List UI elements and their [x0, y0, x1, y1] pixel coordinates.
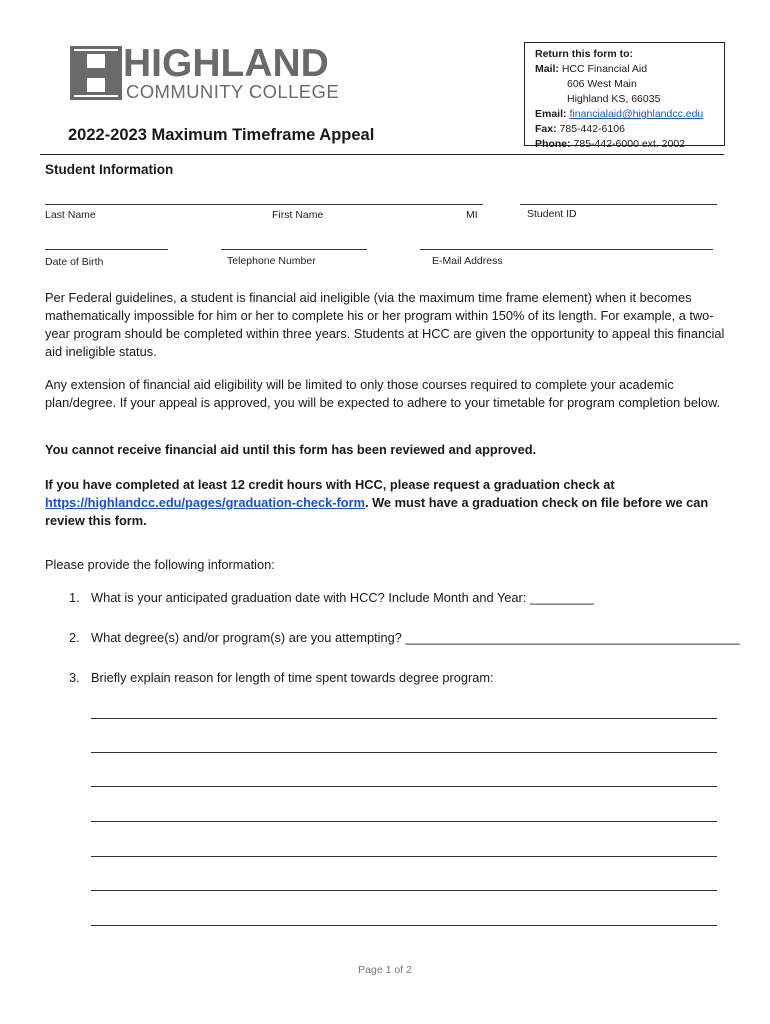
- first-name-label: First Name: [272, 209, 324, 221]
- answer-line-1[interactable]: [91, 718, 717, 719]
- graduation-check-link[interactable]: https://highlandcc.edu/pages/graduation-check-form: [45, 495, 365, 510]
- form-title: 2022-2023 Maximum Timeframe Appeal: [68, 126, 375, 144]
- telephone-field-line[interactable]: [221, 249, 367, 250]
- page-number: Page 1 of 2: [358, 964, 412, 976]
- return-address-box: [524, 42, 725, 150]
- email-label: Email:: [535, 108, 567, 120]
- title-divider: [40, 154, 724, 155]
- student-info-heading: Student Information: [45, 162, 174, 177]
- fax-label: Fax:: [535, 123, 557, 135]
- phone-value: 785-442-6000 ext. 2002: [573, 138, 686, 150]
- name-field-line[interactable]: [45, 204, 483, 205]
- graduation-check-text-1: If you have completed at least 12 credit hours with HCC, please request a graduation check at: [45, 477, 615, 492]
- mail-label: Mail:: [535, 63, 559, 75]
- approval-notice: You cannot receive financial aid until this form has been reviewed and approved.: [45, 442, 537, 457]
- answer-line-4[interactable]: [91, 821, 717, 822]
- question-3-text: Briefly explain reason for length of time spent towards degree program:: [91, 670, 494, 685]
- telephone-label: Telephone Number: [227, 255, 316, 267]
- email-address-label: E-Mail Address: [432, 255, 503, 267]
- email-field-line[interactable]: [420, 249, 713, 250]
- logo-name: HIGHLAND: [123, 42, 329, 85]
- question-3-number: 3.: [69, 670, 80, 685]
- question-2-text: What degree(s) and/or program(s) are you attempting? _______________________________________________: [91, 630, 740, 645]
- return-heading: Return this form to:: [535, 48, 633, 60]
- answer-line-6[interactable]: [91, 890, 717, 891]
- graduation-check-paragraph: [45, 476, 730, 530]
- logo-subtitle: COMMUNITY COLLEGE: [126, 81, 340, 102]
- phone-label: Phone:: [535, 138, 571, 150]
- dob-field-line[interactable]: [45, 249, 168, 250]
- federal-guidelines-paragraph: Per Federal guidelines, a student is financial aid ineligible (via the maximum time frame element) when it becomes mathematically impossible for him or her to complete his or her program within 150% of its length. For example, a two-year program should be completed within three years. Students at HCC are given the opportunity to appeal this financial aid ineligible status.: [45, 290, 725, 359]
- mi-label: MI: [466, 209, 478, 221]
- answer-line-3[interactable]: [91, 786, 717, 787]
- question-2-number: 2.: [69, 630, 80, 645]
- answer-line-7[interactable]: [91, 925, 717, 926]
- extension-paragraph: Any extension of financial aid eligibility will be limited to only those courses required to complete your academic plan/degree. If your appeal is approved, you will be expected to adhere to your timetable for program completion below.: [45, 377, 721, 410]
- instructions-text: Please provide the following information:: [45, 557, 275, 572]
- dob-label: Date of Birth: [45, 256, 104, 268]
- answer-line-2[interactable]: [91, 752, 717, 753]
- mail-line2: 606 West Main: [567, 78, 637, 90]
- email-link[interactable]: financialaid@highlandcc.edu: [569, 108, 704, 120]
- student-id-label: Student ID: [527, 208, 577, 220]
- mail-line3: Highland KS, 66035: [567, 93, 661, 105]
- fax-value: 785-442-6106: [559, 123, 625, 135]
- graduation-check-text-2: . We must have a graduation check on file before we can review this form.: [45, 495, 709, 528]
- question-1-text: What is your anticipated graduation date with HCC? Include Month and Year: _________: [91, 590, 594, 605]
- last-name-label: Last Name: [45, 209, 96, 221]
- question-1-number: 1.: [69, 590, 80, 605]
- student-id-field-line[interactable]: [520, 204, 717, 205]
- mail-line1: HCC Financial Aid: [561, 63, 648, 75]
- highland-h-logo-icon: [70, 46, 122, 100]
- answer-line-5[interactable]: [91, 856, 717, 857]
- college-logo: [70, 44, 340, 104]
